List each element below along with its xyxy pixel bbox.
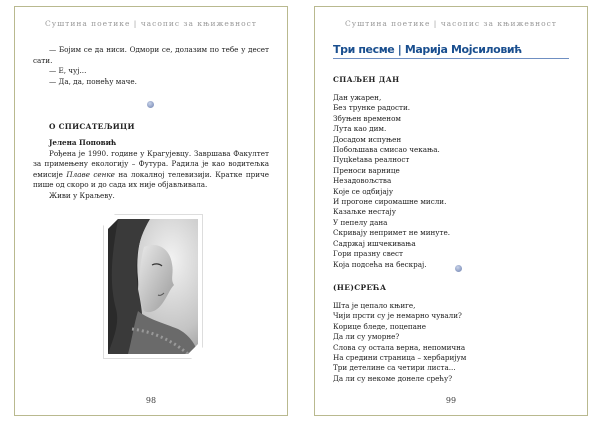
bio-paragraph: Рођена је 1990. године у Крагујевцу. Завршава Факултет за примењену екологију – Футура. Радила је као водитељка емисије Плаве сенке на локалној телевизији. Кратке приче пише од скоро и до сада их није објављивала. [33,148,270,189]
poem-line: Чији прсти су је немарно чували? [333,311,462,321]
bio-residence: Живи у Краљеву. [49,190,115,200]
author-bio [33,138,269,201]
poem-body [333,301,569,384]
poem-body [333,93,569,270]
poem-line: Гори празну свест [333,249,403,259]
poem-line: Које се одбијају [333,186,394,196]
show-title: Плаве сенке [66,169,115,179]
poem-line: Корице бледе, поцепане [333,321,426,331]
author-photo-frame [103,214,203,359]
poem-title: (НЕ)СРЕЋА [333,283,387,292]
page-number: 98 [145,396,157,405]
poem-line: Незадовољства [333,176,392,186]
poem-line: Збуњен временом [333,113,402,123]
page-number: 99 [445,396,457,405]
dialogue-line: — Бојим се да ниси. Одмори се, долазим по тебе у десет сати. [33,45,269,65]
poem-line: Три детелине са четири листа... [333,363,456,373]
poem-line: Садржај ишчекивања [333,238,416,248]
section-divider-ornament [455,265,462,272]
dialogue-block [33,45,269,87]
poem-line: На средини страница – хербаријум [333,353,467,363]
poem-line: Која подсећа на бескрај. [333,259,427,269]
poem-line: Лута као дим. [333,124,387,134]
poem-line: Скривају непримет не минуте. [333,228,451,238]
poem-line: Да ли су некоме донеле срећу? [333,373,453,383]
running-head: Суштина поетике | часопис за књижевност [345,19,557,28]
dialogue-line: — Да, да, понећу мачe. [49,76,137,86]
section-title: О СПИСАТЕЉИЦИ [49,122,135,131]
poem-line: Да ли су уморне? [333,332,400,342]
running-head: Суштина поетике | часопис за књижевност [45,19,257,28]
poem-line: У пепелу дана [333,217,388,227]
right-page [314,6,588,416]
left-page [14,6,288,416]
poem-line: Досадом испуњен [333,134,402,144]
article-title: Три песме | Марија Мојсиловић [333,43,569,59]
poem-line: Дан ужарен, [333,93,382,102]
author-name: Јелена Поповић [49,138,117,147]
poem-line: Преноси варнице [333,165,400,175]
poem-line: И прогоне сиромашне мисли. [333,197,447,207]
dialogue-line: — Е, чуј... [49,66,87,75]
poem-line: Пуцketава реалност [333,155,410,165]
poem-title: СПАЉЕН ДАН [333,75,400,84]
poem-line: Побољшава смисао чекања. [333,145,440,155]
poem-line: Без трунке радости. [333,103,411,113]
section-divider-ornament [147,101,154,108]
poem-line: Слова су остала верна, непомична [333,342,466,352]
poem-line: Шта је цепало књиге, [333,301,416,310]
author-photo [108,219,198,354]
poem-line: Казаљке нестају [333,207,396,217]
